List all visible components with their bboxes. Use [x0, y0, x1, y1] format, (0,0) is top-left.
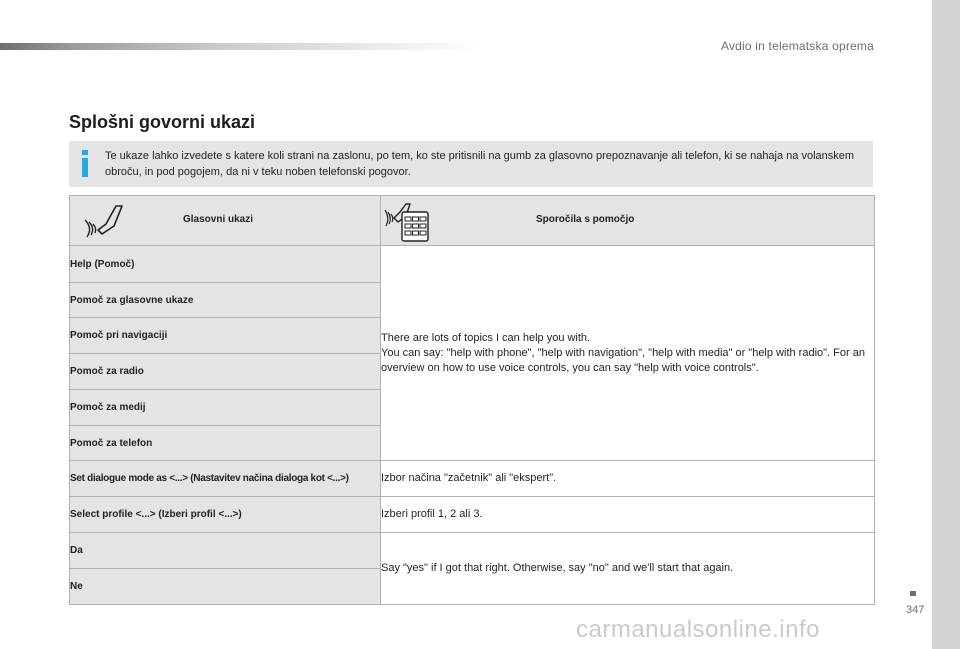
watermark[interactable]: carmanualsonline.info — [576, 616, 820, 643]
table-row — [70, 246, 875, 283]
table-row — [70, 533, 875, 569]
dialogue-response-cell: Izbor načina "začetnik" ali "ekspert". — [381, 461, 875, 497]
info-icon — [81, 150, 89, 178]
table-row — [70, 497, 875, 533]
command-cell: Help (Pomoč) — [70, 246, 381, 283]
dialogue-command-cell: Set dialogue mode as <...> (Nastavitev načina dialoga kot <...>) — [70, 461, 381, 497]
messages-header-label: Sporočila s pomočjo — [536, 214, 635, 225]
voice-screen-icon — [384, 200, 430, 242]
profile-response-cell: Izberi profil 1, 2 ali 3. — [381, 497, 875, 533]
command-cell: Pomoč za radio — [70, 354, 381, 390]
header-title: Avdio in telematska oprema — [720, 39, 874, 53]
header-gradient-bar — [0, 43, 480, 50]
commands-header — [70, 196, 381, 246]
info-box — [69, 141, 873, 187]
page-number: 347 — [906, 604, 925, 616]
voice-commands-table — [69, 195, 875, 605]
info-text: Te ukaze lahko izvedete s katere koli strani na zaslonu, po tem, ko ste pritisnili na gumb za glasovno prepoznavanje ali telefon, ki se nahaja na volanskem obroču, in pod pogojem, da ni v teku noben telefonski pogovor. — [105, 150, 855, 178]
help-response-cell — [381, 246, 875, 461]
profile-command-cell: Select profile <...> (Izberi profil <...>) — [70, 497, 381, 533]
command-cell: Pomoč pri navigaciji — [70, 318, 381, 354]
messages-header — [381, 196, 875, 246]
yesno-response-cell: Say "yes" if I got that right. Otherwise, say "no" and we'll start that again. — [381, 533, 875, 605]
yes-command-cell: Da — [70, 533, 381, 569]
commands-header-label: Glasovni ukazi — [183, 214, 254, 225]
no-command-cell: Ne — [70, 569, 381, 605]
page-marker — [910, 591, 916, 596]
voice-command-icon — [84, 200, 124, 238]
page-title: Splošni govorni ukazi — [69, 112, 256, 132]
side-strip — [932, 0, 960, 649]
table-header-row — [70, 196, 875, 246]
help-response-text: There are lots of topics I can help you with. You can say: "help with phone", "help with navigation", "help with media" or "help with radio". For an overview on how to use voice controls, you can say "help with voice controls". — [381, 331, 865, 374]
command-cell: Pomoč za telefon — [70, 426, 381, 461]
command-cell: Pomoč za medij — [70, 390, 381, 426]
table-row — [70, 461, 875, 497]
command-cell: Pomoč za glasovne ukaze — [70, 283, 381, 318]
